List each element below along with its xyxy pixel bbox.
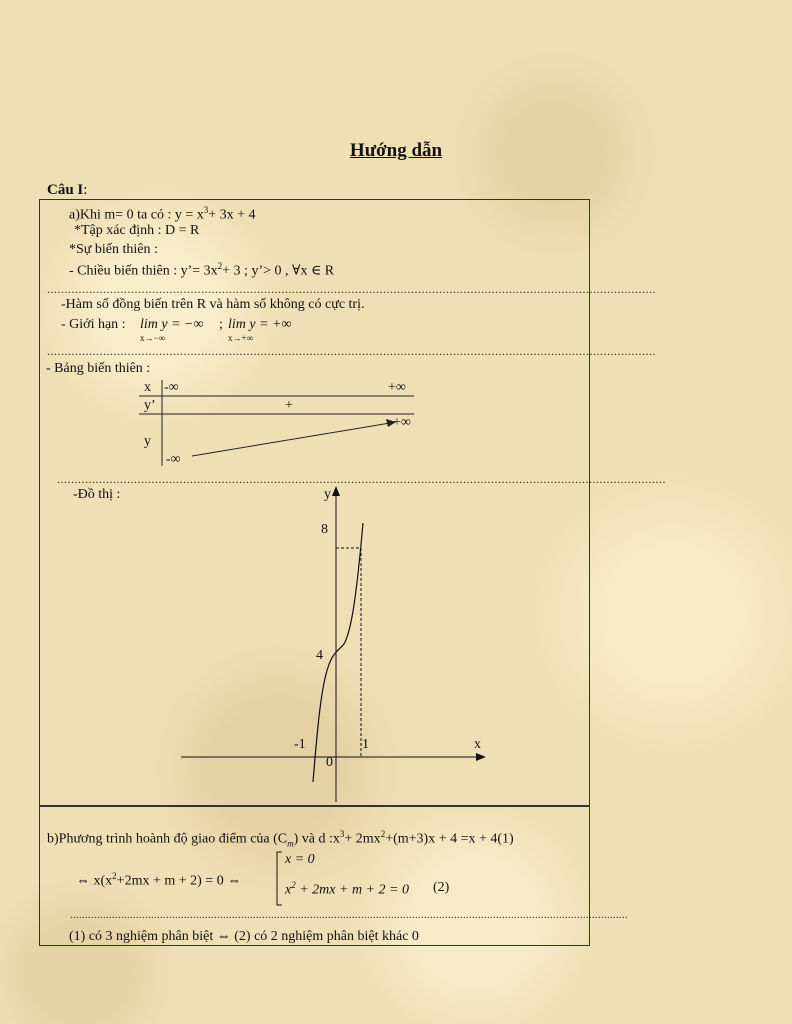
equiv-exp: 2 xyxy=(112,871,117,881)
monotonic-line: -Hàm số đồng biến trên R và hàm số không có cực trị. xyxy=(61,297,365,312)
graph-y-label: y xyxy=(324,487,331,502)
limit-2-sub: x→+∞ xyxy=(228,333,253,343)
graph-tick-4: 4 xyxy=(316,648,323,663)
conclusion-line: (1) có 3 nghiệm phân biệt ⇔ (2) có 2 nghiệm phân biệt khác 0 xyxy=(69,929,419,944)
graph-tick-neg1: -1 xyxy=(294,737,306,752)
table-sign: + xyxy=(285,398,293,413)
direction-exp: 2 xyxy=(217,261,223,271)
equiv-text: ⇔ x(x xyxy=(76,873,113,889)
graph-tick-1: 1 xyxy=(362,737,369,752)
part-b-text-4: +(m+3)x + 4 =x + 4(1) xyxy=(385,831,514,847)
part-b-exp1: 3 xyxy=(339,829,345,839)
case-2-text: x xyxy=(285,882,292,898)
graph-tick-8: 8 xyxy=(321,522,328,537)
variation-line: *Sự biến thiên : xyxy=(69,242,158,257)
graph-origin: 0 xyxy=(326,755,333,770)
page-title: Hướng dẫn xyxy=(349,140,443,161)
dotted-separator: .......................................................................................................................................................................................... xyxy=(70,910,628,921)
table-x-label: x xyxy=(144,380,151,395)
part-b-text-2: ) và d :x xyxy=(293,831,340,847)
case-2-tag: (2) xyxy=(433,880,450,895)
graph-label: -Đồ thị : xyxy=(73,487,121,502)
table-x-right: +∞ xyxy=(388,380,406,395)
line1-tail: + 3x + 4 xyxy=(208,207,256,223)
section-label: Câu I xyxy=(47,182,84,198)
domain-line: *Tập xác định : D = R xyxy=(74,223,200,238)
direction-tail: + 3 ; y’> 0 , ∀x ∈ R xyxy=(222,263,335,279)
table-y-top: +∞ xyxy=(393,415,411,430)
case-2-tail: + 2mx + m + 2 = 0 xyxy=(295,882,409,898)
equiv-tail: +2mx + m + 2) = 0 ⇔ xyxy=(116,873,242,889)
case-1: x = 0 xyxy=(285,852,315,867)
part-b-exp2: 2 xyxy=(380,829,386,839)
table-yprime-label: y’ xyxy=(144,398,156,413)
line1-text: a)Khi m= 0 ta có : y = x xyxy=(69,207,204,223)
case-2-exp: 2 xyxy=(291,880,296,890)
bracket-shape xyxy=(277,852,282,905)
limit-1-expr: lim y = −∞ xyxy=(140,317,204,332)
dotted-separator: .............................................................................................................................................................................. xyxy=(47,344,656,358)
line1-exp: 3 xyxy=(203,205,209,215)
part-b-text-3: + 2mx xyxy=(344,831,381,847)
direction-text: - Chiều biến thiên : y’= 3x xyxy=(69,263,218,279)
graph-x-label: x xyxy=(474,737,481,752)
dotted-separator: .............................................................................................................................................................................. xyxy=(47,282,656,296)
limit-2-expr: lim y = +∞ xyxy=(228,317,292,332)
table-label: - Bảng biến thiên : xyxy=(46,361,151,376)
section-colon: : xyxy=(83,182,88,198)
table-y-bottom: -∞ xyxy=(166,452,181,467)
table-x-left: -∞ xyxy=(164,380,179,395)
limits-label: - Giới hạn : xyxy=(61,317,126,332)
dotted-separator: .............................................................................................................................................................................. xyxy=(57,472,666,486)
limit-1-sub: x→−∞ xyxy=(140,333,165,343)
table-y-label: y xyxy=(144,434,151,449)
part-b-text-1: b)Phương trình hoành độ giao điểm của (C xyxy=(47,831,288,847)
case-2 xyxy=(285,880,409,899)
limit-separator: ; xyxy=(219,317,223,332)
part-b-sub: m xyxy=(287,838,294,849)
